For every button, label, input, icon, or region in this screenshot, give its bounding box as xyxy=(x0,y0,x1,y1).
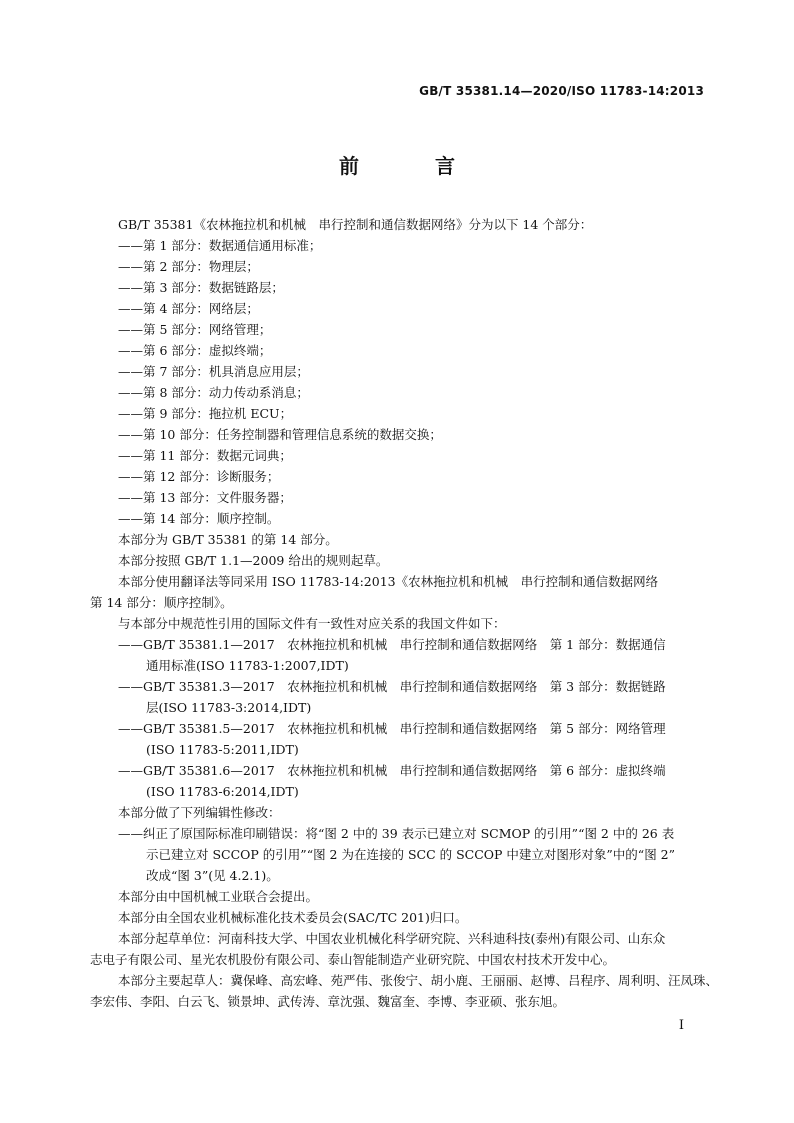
list-item: ——第 12 部分：诊断服务； xyxy=(118,469,280,484)
list-item: ——第 10 部分：任务控制器和管理信息系统的数据交换； xyxy=(118,427,442,442)
edits-intro: 本部分做了下列编辑性修改： xyxy=(118,805,281,820)
translation-statement-line1: 本部分使用翻译法等同采用 ISO 11783-14:2013《农林拖拉机和机械 串行控制和通信数据网络 xyxy=(118,574,659,589)
foreword-body xyxy=(90,214,719,1012)
reference-line2: (ISO 11783-6:2014,IDT) xyxy=(146,784,299,799)
drafters-line1: 本部分主要起草人：冀保峰、高宏峰、苑严伟、张俊宁、胡小鹿、王丽丽、赵博、吕程序、周利明、汪凤珠、 xyxy=(118,973,719,988)
reference-line2: 层(ISO 11783-3:2014,IDT) xyxy=(146,700,312,715)
references-list xyxy=(90,634,704,802)
intro-paragraph: GB/T 35381《农林拖拉机和机械 串行控制和通信数据网络》分为以下 14 个部分： xyxy=(118,217,593,232)
list-item: ——第 5 部分：网络管理； xyxy=(118,322,272,337)
edit-item-line3: 改成“图 3”(见 4.2.1)。 xyxy=(146,868,279,883)
translation-statement-line2: 第 14 部分：顺序控制》。 xyxy=(90,595,233,610)
drafting-units-line2: 志电子有限公司、星光农机股份有限公司、泰山智能制造产业研究院、中国农村技术开发中心。 xyxy=(90,952,616,967)
page-number: I xyxy=(678,1018,684,1033)
list-item: ——第 13 部分：文件服务器； xyxy=(118,490,292,505)
reference-line1: ——GB/T 35381.6—2017 农林拖拉机和机械 串行控制和通信数据网络 第 6 部分：虚拟终端 xyxy=(118,763,666,778)
reference-line2: (ISO 11783-5:2011,IDT) xyxy=(146,742,299,757)
list-item: ——第 11 部分：数据元词典； xyxy=(118,448,292,463)
drafting-units-line1: 本部分起草单位：河南科技大学、中国农业机械化科学研究院、兴科迪科技(泰州)有限公司、山东众 xyxy=(118,931,666,946)
references-intro: 与本部分中规范性引用的国际文件有一致性对应关系的我国文件如下： xyxy=(118,616,506,631)
list-item: ——第 4 部分：网络层； xyxy=(118,301,259,316)
list-item: ——第 1 部分：数据通信通用标准； xyxy=(118,238,322,253)
reference-line1: ——GB/T 35381.5—2017 农林拖拉机和机械 串行控制和通信数据网络 第 5 部分：网络管理 xyxy=(118,721,666,736)
list-item: ——第 3 部分：数据链路层； xyxy=(118,280,284,295)
list-item: ——第 7 部分：机具消息应用层； xyxy=(118,364,309,379)
page-title: 前 言 xyxy=(339,154,483,178)
proposed-by: 本部分由中国机械工业联合会提出。 xyxy=(118,889,319,904)
reference-line1: ——GB/T 35381.3—2017 农林拖拉机和机械 串行控制和通信数据网络 第 3 部分：数据链路 xyxy=(118,679,666,694)
standard-code-header: GB/T 35381.14—2020/ISO 11783-14:2013 xyxy=(419,84,704,98)
reference-line2: 通用标准(ISO 11783-1:2007,IDT) xyxy=(146,658,349,673)
rules-statement: 本部分按照 GB/T 1.1—2009 给出的规则起草。 xyxy=(118,553,389,568)
list-item: ——第 14 部分：顺序控制。 xyxy=(118,511,280,526)
parts-list xyxy=(90,235,704,529)
drafters-line2: 李宏伟、李阳、白云飞、锁景坤、武传涛、章沈强、魏富奎、李博、李亚硕、张东旭。 xyxy=(90,994,566,1009)
reference-line1: ——GB/T 35381.1—2017 农林拖拉机和机械 串行控制和通信数据网络 第 1 部分：数据通信 xyxy=(118,637,666,652)
edit-item-line1: ——纠正了原国际标准印刷错误：将“图 2 中的 39 表示已建立对 SCMOP 的引用”“图 2 中的 26 表 xyxy=(118,826,675,841)
part-statement: 本部分为 GB/T 35381 的第 14 部分。 xyxy=(118,532,338,547)
managed-by: 本部分由全国农业机械标准化技术委员会(SAC/TC 201)归口。 xyxy=(118,910,468,925)
list-item: ——第 2 部分：物理层； xyxy=(118,259,259,274)
list-item: ——第 8 部分：动力传动系消息； xyxy=(118,385,309,400)
list-item: ——第 9 部分：拖拉机 ECU； xyxy=(118,406,293,421)
edit-item-line2: 示已建立对 SCCOP 的引用”“图 2 为在连接的 SCC 的 SCCOP 中建立对图形对象”中的“图 2” xyxy=(146,847,676,862)
list-item: ——第 6 部分：虚拟终端； xyxy=(118,343,272,358)
